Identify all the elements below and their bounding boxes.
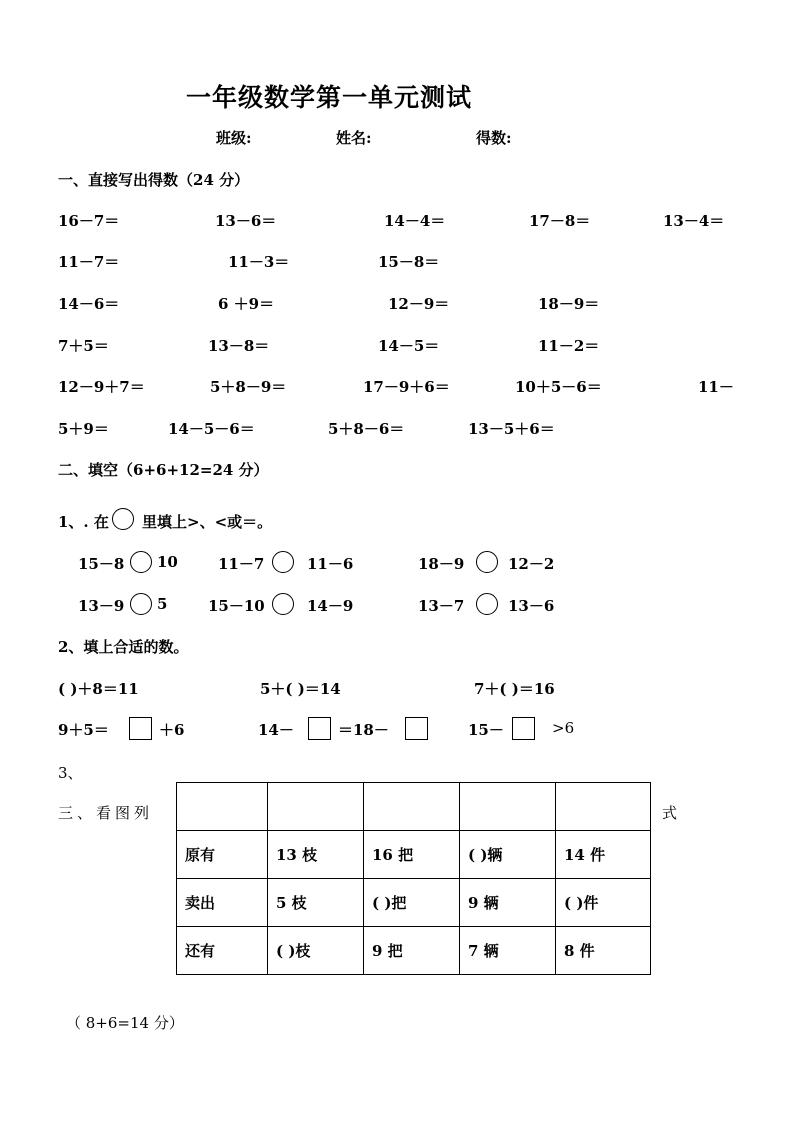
compare-right: 12－2 <box>508 555 555 573</box>
equation: 17－9＋6＝ <box>363 378 450 396</box>
score-label: 得数: <box>476 129 512 147</box>
answer-box[interactable] <box>129 717 152 740</box>
compare-right: 10 <box>157 553 178 571</box>
q1-prefix: 1、. 在 <box>58 513 109 531</box>
equation: 11－7＝ <box>58 253 120 271</box>
table-cell <box>460 783 556 831</box>
equation: 14－5－6＝ <box>168 420 255 438</box>
equation: 14－5＝ <box>378 337 440 355</box>
equation: 11－3＝ <box>228 253 290 271</box>
compare-left: 15－10 <box>208 597 265 615</box>
page-title: 一年级数学第一单元测试 <box>186 83 473 112</box>
fill-blank: 7＋( )＝16 <box>474 680 555 698</box>
equation: 5＋8－9＝ <box>210 378 287 396</box>
table-cell <box>364 783 460 831</box>
class-label: 班级: <box>216 129 252 147</box>
q2-heading: 2、填上合适的数。 <box>58 638 189 656</box>
table-cell <box>556 783 651 831</box>
compare-right: 13－6 <box>508 597 555 615</box>
table-cell: 14 件 <box>556 831 651 879</box>
table-cell: 8 件 <box>556 927 651 975</box>
answer-box[interactable] <box>405 717 428 740</box>
equation: 13－6＝ <box>215 212 277 230</box>
equation: 18－9＝ <box>538 295 600 313</box>
table-cell: ( )把 <box>364 879 460 927</box>
table-cell: 原有 <box>177 831 268 879</box>
fill-left: 15－ <box>468 721 504 739</box>
table-row <box>177 879 651 927</box>
section2-heading: 二、填空（6+6+12=24 分） <box>58 461 269 479</box>
compare-right: 5 <box>157 595 168 613</box>
equation: 13－8＝ <box>208 337 270 355</box>
compare-circle[interactable] <box>130 593 152 615</box>
equation: 12－9＝ <box>388 295 450 313</box>
equation: 11－2＝ <box>538 337 600 355</box>
fill-blank: ( )＋8＝11 <box>58 680 139 698</box>
equation: 12－9＋7＝ <box>58 378 145 396</box>
table-cell: 卖出 <box>177 879 268 927</box>
compare-circle[interactable] <box>476 593 498 615</box>
equation: 14－4＝ <box>384 212 446 230</box>
fill-left: 9＋5＝ <box>58 721 109 739</box>
table-cell: 还有 <box>177 927 268 975</box>
q3-label: 3、 <box>58 764 83 782</box>
answer-box[interactable] <box>512 717 535 740</box>
compare-circle <box>112 508 134 530</box>
compare-circle[interactable] <box>272 551 294 573</box>
table-cell: 13 枝 <box>268 831 364 879</box>
table-row <box>177 831 651 879</box>
equation: 14－6＝ <box>58 295 120 313</box>
table-cell <box>177 783 268 831</box>
table-cell <box>268 783 364 831</box>
section3-label: 三、看图列 <box>58 804 154 822</box>
compare-circle[interactable] <box>130 551 152 573</box>
table-header-row <box>177 783 651 831</box>
table-cell: ( )枝 <box>268 927 364 975</box>
compare-circle[interactable] <box>272 593 294 615</box>
section3-trailing: 式 <box>662 804 678 822</box>
table-cell: 7 辆 <box>460 927 556 975</box>
equation: 13－5＋6＝ <box>468 420 555 438</box>
data-table <box>176 782 651 975</box>
table-cell: 5 枝 <box>268 879 364 927</box>
section1-heading: 一、直接写出得数（24 分） <box>58 171 250 189</box>
equation: 16－7＝ <box>58 212 120 230</box>
table-cell: 9 辆 <box>460 879 556 927</box>
table-cell: ( )件 <box>556 879 651 927</box>
q1-suffix: 里填上>、<或＝。 <box>142 513 273 531</box>
table-row <box>177 927 651 975</box>
compare-left: 18－9 <box>418 555 465 573</box>
equation: 10＋5－6＝ <box>515 378 602 396</box>
equation: 7＋5＝ <box>58 337 109 355</box>
compare-right: 14－9 <box>307 597 354 615</box>
fill-right: >6 <box>552 719 575 737</box>
compare-left: 13－7 <box>418 597 465 615</box>
equation: 5＋9＝ <box>58 420 109 438</box>
equation: 6 ＋9＝ <box>218 295 275 313</box>
fill-blank: 5＋( )＝14 <box>260 680 341 698</box>
compare-circle[interactable] <box>476 551 498 573</box>
answer-box[interactable] <box>308 717 331 740</box>
table-cell: 16 把 <box>364 831 460 879</box>
table-cell: ( )辆 <box>460 831 556 879</box>
compare-left: 15－8 <box>78 555 125 573</box>
equation: 15－8＝ <box>378 253 440 271</box>
section3-score-note: （ 8+6=14 分） <box>66 1014 184 1032</box>
table-cell: 9 把 <box>364 927 460 975</box>
compare-left: 11－7 <box>218 555 265 573</box>
equation: 11－ <box>698 378 734 396</box>
equation: 17－8＝ <box>529 212 591 230</box>
equation: 5＋8－6＝ <box>328 420 405 438</box>
compare-right: 11－6 <box>307 555 354 573</box>
equation: 13－4＝ <box>663 212 725 230</box>
fill-left: 14－ <box>258 721 294 739</box>
name-label: 姓名: <box>336 129 372 147</box>
compare-left: 13－9 <box>78 597 125 615</box>
fill-mid: ＝18－ <box>338 721 389 739</box>
fill-right: ＋6 <box>159 721 185 739</box>
